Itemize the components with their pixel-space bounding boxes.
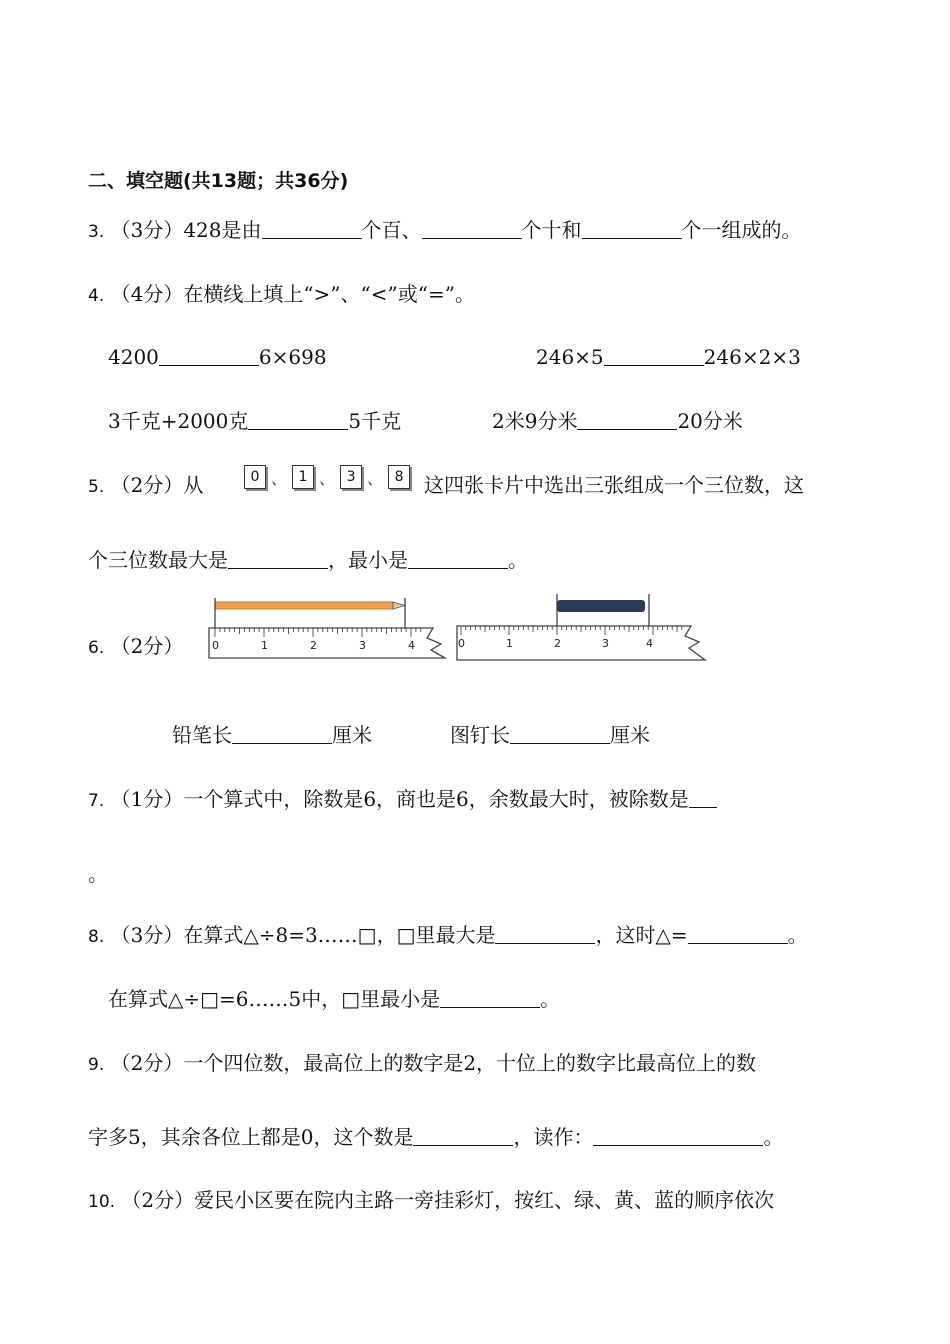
- q4-compare-3: [108, 407, 401, 435]
- q9-blank-read[interactable]: [593, 1125, 763, 1146]
- ruler-label: 4: [408, 639, 415, 652]
- q4-score: （4分）: [110, 282, 184, 306]
- q4-compare-1-right: 6×698: [258, 345, 327, 369]
- unit-cm: 厘米: [332, 723, 372, 747]
- card-8: 8: [388, 465, 410, 489]
- question-5: [88, 471, 203, 501]
- q5-end: 。: [508, 548, 528, 572]
- q8-blank-triangle[interactable]: [688, 923, 788, 944]
- q5-max-label: 个三位数最大是: [88, 548, 228, 572]
- q7-text: 一个算式中，除数是6，商也是6，余数最大时，被除数是: [183, 787, 689, 811]
- question-4: [88, 280, 475, 310]
- ruler-label: 2: [554, 637, 561, 650]
- question-7: [88, 785, 717, 815]
- q7-score: （1分）: [110, 787, 184, 811]
- ruler-label: 0: [212, 639, 219, 652]
- q4-number: 4.: [88, 286, 105, 306]
- card-3: 3: [340, 465, 362, 489]
- q3-text-1: 428是由: [183, 218, 262, 242]
- q3-text-4: 个一组成的。: [681, 218, 802, 242]
- unit-cm: 厘米: [610, 723, 650, 747]
- question-10: [88, 1186, 774, 1216]
- q9-end: 。: [763, 1125, 784, 1149]
- question-6: [88, 632, 183, 662]
- ruler-label: 1: [506, 637, 513, 650]
- q6-score: （2分）: [110, 634, 184, 658]
- ruler-label: 2: [310, 639, 317, 652]
- q10-number: 10.: [88, 1192, 116, 1212]
- q8-end: 。: [540, 987, 561, 1011]
- q8-number: 8.: [88, 927, 105, 947]
- q9-text-1: 一个四位数，最高位上的数字是2，十位上的数字比最高位上的数: [183, 1051, 757, 1075]
- ruler-label: 0: [458, 637, 465, 650]
- card-separator: 、: [367, 468, 384, 488]
- pencil-label: 铅笔长: [172, 723, 232, 747]
- q4-compare-4: [492, 407, 743, 435]
- q8-text-3: 。: [787, 923, 808, 947]
- q6-pencil-answer: [172, 721, 372, 749]
- q4-compare-1-left: 4200: [108, 345, 159, 369]
- card-separator: 、: [271, 468, 288, 488]
- q3-text-2: 个百、: [361, 218, 422, 242]
- q5-blank-min[interactable]: [408, 548, 508, 569]
- ruler-label: 1: [261, 639, 268, 652]
- ruler-label: 3: [602, 637, 609, 650]
- question-9: [88, 1049, 756, 1079]
- q8-line-2: [108, 985, 560, 1013]
- q4-compare-1: [108, 343, 327, 371]
- q6-blank-pencil[interactable]: [232, 723, 332, 744]
- q9-number: 9.: [88, 1055, 105, 1075]
- q10-text: 爱民小区要在院内主路一旁挂彩灯，按红、绿、黄、蓝的顺序依次: [194, 1188, 775, 1212]
- q5-line-2: [88, 546, 528, 574]
- q6-blank-pin[interactable]: [510, 723, 610, 744]
- q4-compare-2-left: 246×5: [536, 345, 604, 369]
- card-0: 0: [244, 465, 266, 489]
- q4-blank-4[interactable]: [577, 409, 677, 430]
- q7-blank[interactable]: [689, 787, 717, 808]
- question-3: [88, 216, 802, 246]
- q3-text-3: 个十和: [521, 218, 582, 242]
- q4-compare-2: [536, 343, 801, 371]
- q4-compare-4-left: 2米9分米: [492, 409, 578, 433]
- q3-blank-hundreds[interactable]: [262, 218, 362, 239]
- q9-text-2: 字多5，其余各位上都是0，这个数是: [88, 1125, 414, 1149]
- q5-cards: [243, 459, 411, 495]
- q4-compare-3-left: 3千克+2000克: [108, 409, 249, 433]
- q4-blank-1[interactable]: [159, 345, 259, 366]
- card-1: 1: [292, 465, 314, 489]
- q5-blank-max[interactable]: [228, 548, 328, 569]
- pin-body: [557, 600, 645, 612]
- q8-score: （3分）: [110, 923, 184, 947]
- q8-blank-min[interactable]: [440, 987, 540, 1008]
- q4-blank-3[interactable]: [248, 409, 348, 430]
- q5-score: （2分）: [110, 473, 184, 497]
- q7-end: 。: [88, 862, 108, 886]
- q3-blank-tens[interactable]: [422, 218, 522, 239]
- q8-text-1: 在算式△÷8=3……□，□里最大是: [183, 923, 496, 947]
- q4-blank-2[interactable]: [604, 345, 704, 366]
- pin-ruler-figure: [453, 592, 713, 668]
- pencil-body: [215, 602, 393, 609]
- q3-score: （3分）: [110, 218, 184, 242]
- q4-compare-2-right: 246×2×3: [703, 345, 801, 369]
- q6-pin-answer: [450, 721, 650, 749]
- q5-text-2: 这四张卡片中选出三张组成一个三位数，这: [424, 473, 804, 497]
- pencil-ruler-figure: [205, 598, 455, 668]
- q4-text: 在横线上填上“>”、“<”或“=”。: [183, 282, 475, 306]
- section-title: 二、填空题(共13题；共36分): [88, 170, 349, 192]
- q3-number: 3.: [88, 222, 105, 242]
- q9-score: （2分）: [110, 1051, 184, 1075]
- question-8: [88, 921, 808, 951]
- q6-number: 6.: [88, 638, 105, 658]
- q10-score: （2分）: [121, 1188, 195, 1212]
- ruler-label: 3: [359, 639, 366, 652]
- q3-blank-ones[interactable]: [582, 218, 682, 239]
- pin-label: 图钉长: [450, 723, 510, 747]
- ruler-label: 4: [646, 637, 653, 650]
- q4-compare-4-right: 20分米: [677, 409, 743, 433]
- q8-text-2: ，这时△=: [595, 923, 688, 947]
- q9-text-3: ，读作：: [513, 1125, 594, 1149]
- pencil-tip: [393, 602, 405, 609]
- q8-blank-max[interactable]: [495, 923, 595, 944]
- q5-min-label: ，最小是: [328, 548, 408, 572]
- q9-blank-number[interactable]: [413, 1125, 513, 1146]
- q5-text-1: 从: [183, 473, 204, 497]
- q7-number: 7.: [88, 791, 105, 811]
- card-separator: 、: [319, 468, 336, 488]
- q5-number: 5.: [88, 477, 105, 497]
- q9-line-2: [88, 1123, 783, 1151]
- q8-text-4: 在算式△÷□=6……5中，□里最小是: [108, 987, 441, 1011]
- q4-compare-3-right: 5千克: [348, 409, 402, 433]
